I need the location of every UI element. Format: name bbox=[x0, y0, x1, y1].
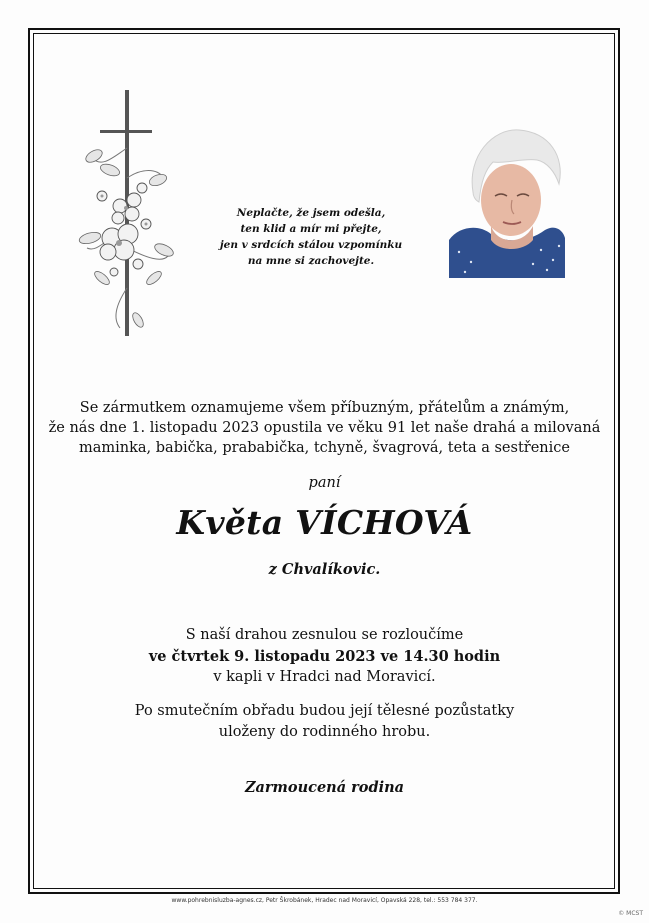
poem-line: ten klid a mír mi přejte, bbox=[240, 223, 382, 235]
signature: Zarmoucená rodina bbox=[244, 779, 405, 796]
portrait-photo bbox=[449, 122, 565, 278]
origin-place: z Chvalíkovic. bbox=[268, 561, 381, 578]
funeral-date-time: ve čtvrtek 9. listopadu 2023 ve 14.30 hodin bbox=[148, 648, 501, 665]
burial-note-line: Po smutečním obřadu budou její tělesné pozůstatky bbox=[134, 703, 515, 719]
burial-note bbox=[0, 701, 649, 743]
poem bbox=[196, 205, 426, 269]
poem-line: Neplačte, že jsem odešla, bbox=[236, 207, 386, 219]
announcement-line: že nás dne 1. listopadu 2023 opustila ve věku 91 let naše drahá a milovaná bbox=[48, 420, 601, 436]
watermark: © MCST bbox=[618, 910, 643, 917]
burial-note-line: uloženy do rodinného hrobu. bbox=[218, 724, 431, 740]
funeral-location: v kapli v Hradci nad Moravicí. bbox=[213, 669, 436, 685]
announcement-text bbox=[40, 398, 609, 458]
poem-line: jen v srdcích stálou vzpomínku bbox=[219, 239, 403, 251]
deceased-name: Květa VÍCHOVÁ bbox=[176, 503, 473, 542]
cross-with-flowers-icon bbox=[72, 88, 182, 340]
announcement-line: maminka, babička, prababička, tchyně, švagrová, teta a sestřenice bbox=[79, 440, 570, 456]
announcement-line: Se zármutkem oznamujeme všem příbuzným, přátelům a známým, bbox=[79, 400, 570, 416]
footer-contact: www.pohrebnisluzba-agnes.cz, Petr Škrobánek, Hradec nad Moravicí, Opavská 228, tel.: 553 784 377. bbox=[171, 897, 478, 904]
honorific: paní bbox=[308, 475, 341, 491]
funeral-line: S naší drahou zesnulou se rozloučíme bbox=[185, 627, 464, 643]
funeral-details bbox=[0, 625, 649, 688]
poem-line: na mne si zachovejte. bbox=[247, 255, 375, 267]
